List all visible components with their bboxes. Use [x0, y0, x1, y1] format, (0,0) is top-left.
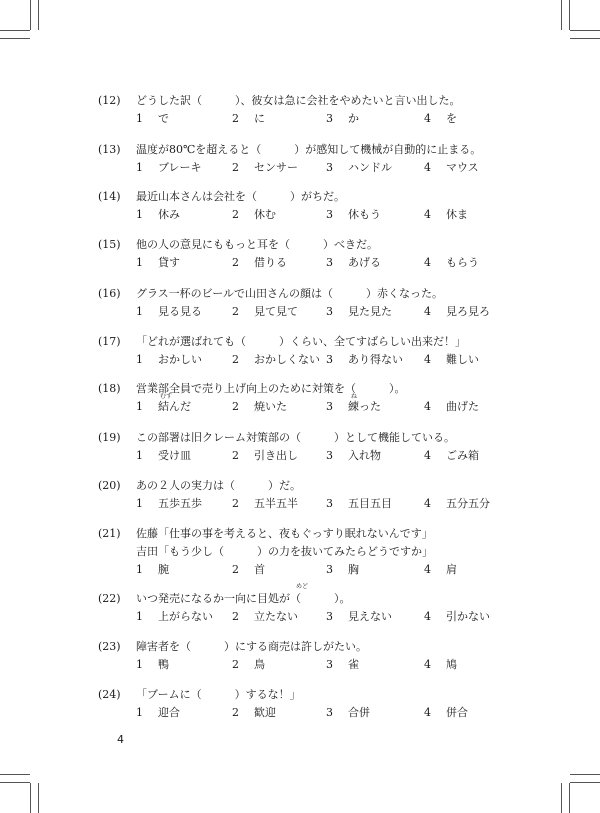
- question-text-line-2: 吉田「もう少し（ ）の力を抜いてみたらどうですか」: [136, 545, 433, 558]
- question-text: 最近山本さんは会社を（ ）がちだ。: [136, 190, 345, 203]
- crop-mark-bottom-right-horizontal-inner: [570, 774, 600, 775]
- choice-4: 4 見ろ見ろ: [424, 305, 490, 318]
- question-text: 佐藤「仕事の事を考えると、夜もぐっすり眠れないんです」: [136, 527, 433, 540]
- crop-mark-bottom-left-vertical-inner: [38, 783, 39, 813]
- question-21: [98, 525, 558, 579]
- choice-2: 2 立たない: [232, 610, 298, 623]
- question-number: (24): [98, 688, 121, 701]
- choice-4: 4 休ま: [424, 208, 468, 221]
- choice-1: 1 鴨: [136, 658, 169, 671]
- choice-1: 1 上がらない: [136, 610, 213, 623]
- choice-4: 4 曲げた: [424, 400, 479, 413]
- choice-3: 3 あり得ない: [326, 353, 403, 366]
- choice-3: 3 見えない: [326, 610, 392, 623]
- choice-3: 3 見た見た: [326, 305, 392, 318]
- crop-mark-bottom-left-vertical: [30, 783, 31, 813]
- question-text: グラス一杯のビールで山田さんの顔は（ ）赤くなった。: [136, 287, 444, 300]
- choice-1: 1 腕: [136, 563, 169, 576]
- choice-1: 1 貸す: [136, 256, 180, 269]
- choice-4: 4 もらう: [424, 256, 479, 269]
- choice-3: 3 ハンドル: [326, 161, 392, 174]
- question-text: 他の人の意見にももっと耳を（ ）べきだ。: [136, 238, 378, 251]
- question-text: 温度が80℃を超えると（ ）が感知して機械が自動的に止まる。: [136, 143, 482, 156]
- question-text: 障害者を（ ）にする商売は許しがたい。: [136, 640, 367, 653]
- choice-2: 2 引き出し: [232, 449, 298, 462]
- question-text: 「ブームに（ ）するな！」: [136, 688, 301, 701]
- furigana: むす: [160, 393, 173, 400]
- choice-3: 3 か: [326, 112, 359, 125]
- question-23: [98, 638, 558, 674]
- choice-1: 1 見る見る: [136, 305, 202, 318]
- choice-3: 3 入れ物: [326, 449, 381, 462]
- question-20: [98, 477, 558, 513]
- crop-mark-bottom-right-vertical-inner: [561, 783, 562, 813]
- choice-4: 4 マウス: [424, 161, 479, 174]
- crop-mark-top-right-vertical-inner: [561, 0, 562, 30]
- furigana: ね: [351, 393, 358, 400]
- question-24: [98, 686, 558, 722]
- choice-1: 1 ブレーキ: [136, 161, 202, 174]
- question-19: [98, 429, 558, 465]
- question-number: (13): [98, 143, 121, 156]
- choice-2: 2 センサー: [232, 161, 298, 174]
- choice-3: 3 休もう: [326, 208, 381, 221]
- choice-1: 1 休み: [136, 208, 180, 221]
- choice-2: 2 歓迎: [232, 706, 276, 719]
- question-text: この部署は旧クレーム対策部の（ ）として機能している。: [136, 431, 455, 444]
- question-number: (16): [98, 287, 121, 300]
- choice-4: 4 肩: [424, 563, 457, 576]
- question-number: (20): [98, 479, 121, 492]
- question-number: (14): [98, 190, 121, 203]
- choice-1: 1 五歩五歩: [136, 497, 202, 510]
- choice-3: 3 合併: [326, 706, 370, 719]
- question-13: [98, 141, 558, 177]
- choice-2: 2 見て見て: [232, 305, 298, 318]
- crop-mark-top-right-vertical: [569, 0, 570, 30]
- choice-1: 1 むす 結んだ: [136, 393, 191, 413]
- question-12: [98, 92, 558, 128]
- crop-mark-top-left-horizontal: [0, 30, 30, 31]
- crop-mark-bottom-right-vertical: [569, 783, 570, 813]
- crop-mark-bottom-left-horizontal: [0, 782, 30, 783]
- question-text: どうした訳（ ）、彼女は急に会社をやめたいと言い出した。: [136, 94, 461, 107]
- question-14: [98, 188, 558, 224]
- crop-mark-top-left-horizontal-inner: [0, 38, 30, 39]
- choice-4: 4 難しい: [424, 353, 479, 366]
- question-text: 営業部全員で売り上げ向上のために対策を（ ）。: [136, 382, 406, 395]
- question-number: (21): [98, 527, 121, 540]
- question-17: [98, 333, 558, 369]
- question-text: 「どれが選ばれても（ ）くらい、全てすばらしい出来だ！」: [136, 335, 466, 348]
- choice-3: 3 あげる: [326, 256, 381, 269]
- choice-3: 3 雀: [326, 658, 359, 671]
- choice-2: 2 休む: [232, 208, 276, 221]
- choice-4: 4 鳩: [424, 658, 457, 671]
- choice-3: 3 胸: [326, 563, 359, 576]
- choice-2: 2 借りる: [232, 256, 287, 269]
- crop-mark-top-left-vertical-inner: [38, 0, 39, 30]
- choice-1: 1 迎合: [136, 706, 180, 719]
- choice-2: 2 おかしくない: [232, 353, 320, 366]
- choice-4: 4 を: [424, 112, 457, 125]
- crop-mark-bottom-left-horizontal-inner: [0, 774, 30, 775]
- question-18: [98, 380, 558, 416]
- choice-2: 2 鳥: [232, 658, 265, 671]
- choice-3: 3 五目五目: [326, 497, 392, 510]
- question-text: いつ発売になるか一向に目処が（ ）。: [136, 592, 351, 605]
- question-number: (18): [98, 382, 121, 395]
- question-number: (12): [98, 94, 121, 107]
- choice-2: 2 焼いた: [232, 400, 287, 413]
- choice-1: 1 おかしい: [136, 353, 202, 366]
- choice-3: 3 ね 練った: [326, 393, 381, 413]
- question-number: (17): [98, 335, 121, 348]
- question-16: [98, 285, 558, 321]
- choice-2: 2 五半五半: [232, 497, 298, 510]
- question-number: (15): [98, 238, 121, 251]
- page-number: 4: [117, 733, 124, 746]
- choice-2: 2 首: [232, 563, 265, 576]
- crop-mark-top-left-vertical: [30, 0, 31, 30]
- choice-4: 4 引かない: [424, 610, 490, 623]
- question-15: [98, 236, 558, 272]
- choice-4: 4 併合: [424, 706, 468, 719]
- question-number: (23): [98, 640, 121, 653]
- choice-2: 2 に: [232, 112, 265, 125]
- question-text: あの２人の実力は（ ）だ。: [136, 479, 301, 492]
- choice-4: 4 ごみ箱: [424, 449, 479, 462]
- choice-1: 1 で: [136, 112, 169, 125]
- question-22: [98, 583, 558, 626]
- furigana: めど: [296, 583, 309, 590]
- choice-1: 1 受け皿: [136, 449, 191, 462]
- crop-mark-top-right-horizontal-inner: [570, 38, 600, 39]
- crop-mark-top-right-horizontal: [570, 30, 600, 31]
- crop-mark-bottom-right-horizontal: [570, 782, 600, 783]
- question-number: (22): [98, 592, 121, 605]
- question-number: (19): [98, 431, 121, 444]
- choice-4: 4 五分五分: [424, 497, 490, 510]
